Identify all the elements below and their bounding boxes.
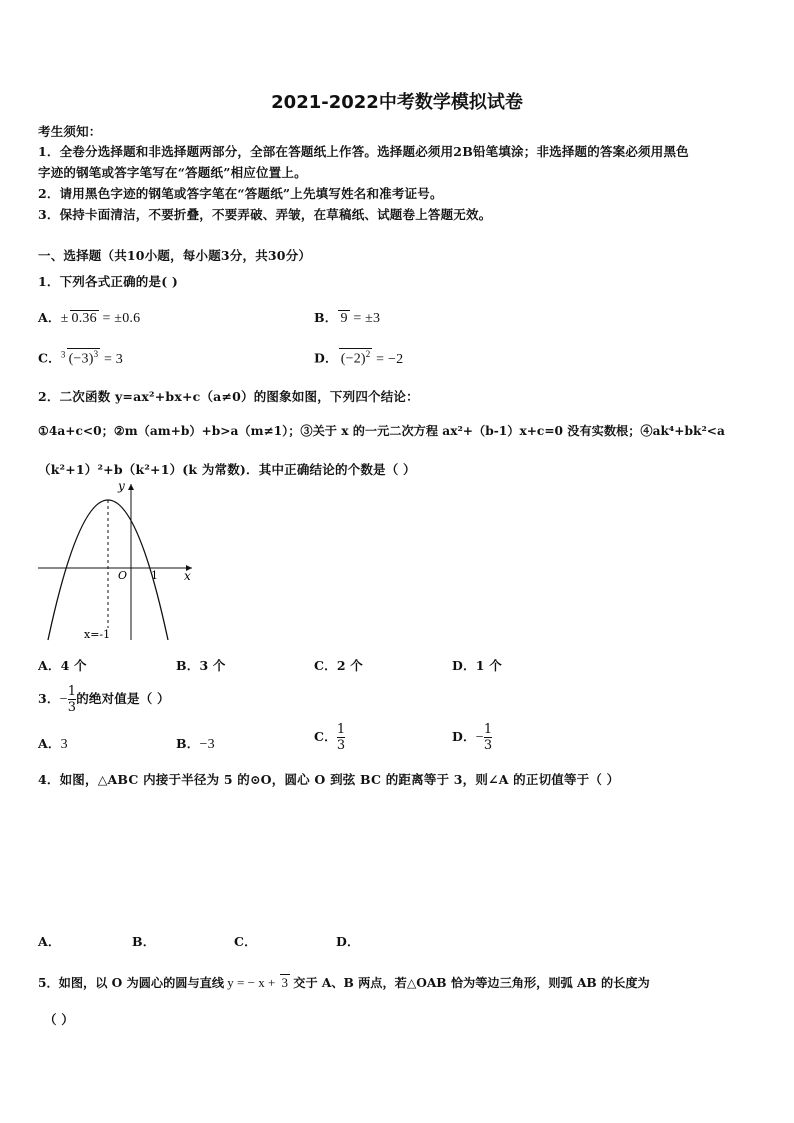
parabola-graph xyxy=(36,478,196,644)
q1-option-c: C．$^3$ $(-3)^3 = 3$ xyxy=(38,349,123,367)
notice-heading: 考生须知： xyxy=(38,124,102,139)
q3-option-a: A．3 xyxy=(38,736,68,752)
q4-option-a: A． xyxy=(38,934,61,949)
q2-stem: 2．二次函数 y=ax²+bx+c（a≠0）的图象如图，下列四个结论： xyxy=(38,389,419,404)
q4-option-c: C． xyxy=(234,934,257,949)
notice-line-1: 1．全卷分选择题和非选择题两部分，全部在答题纸上作答。选择题必须用2B铅笔填涂；非选择题的答案必须用黑色 xyxy=(38,144,689,159)
notice-line-2: 2．请用黑色字迹的钢笔或答字笔在“答题纸”上先填写姓名和准考证号。 xyxy=(38,186,443,201)
q1-option-b: B． 9 = ±3 xyxy=(314,310,381,326)
q2-option-b: B．3 个 xyxy=(176,658,226,673)
q3-stem: 3．− $\frac{1}{3}$ 的绝对值是（ ） xyxy=(38,684,170,715)
q2-option-c: C．2 个 xyxy=(314,658,363,673)
origin-label: O xyxy=(118,569,128,582)
q4-stem: 4．如图，△ABC 内接于半径为 5 的⊙O，圆心 O 到弦 BC 的距离等于 3，则∠A 的正切值等于（ ） xyxy=(38,772,620,787)
section-heading: 一、选择题（共10小题，每小题3分，共30分） xyxy=(38,248,312,263)
q2-option-d: D．1 个 xyxy=(452,658,502,673)
q5-stem: 5．如图，以 O 为圆心的圆与直线 y = − x + 3 交于 A、B 两点，若△OAB 恰为等边三角形，则弧 AB 的长度为 xyxy=(38,975,650,990)
q4-option-d: D． xyxy=(336,934,360,949)
x-axis-label: x xyxy=(184,569,191,583)
q3-option-d: D．− $\frac{1}{3}$ xyxy=(452,722,493,753)
q2-option-a: A．4 个 xyxy=(38,658,87,673)
one-label: 1 xyxy=(151,569,158,582)
q1-option-d: D． $(-2)^2 = -2$ xyxy=(314,349,404,367)
symmetry-label: x=-1 xyxy=(84,628,111,641)
q4-option-b: B． xyxy=(132,934,156,949)
q5-answer-blank: （ ） xyxy=(44,1012,74,1027)
notice-line-3: 3．保持卡面清洁，不要折叠，不要弄破、弄皱，在草稿纸、试题卷上答题无效。 xyxy=(38,207,492,222)
q3-option-c: C． $\frac{1}{3}$ xyxy=(314,722,346,753)
q1-stem: 1．下列各式正确的是( ) xyxy=(38,274,178,289)
q1-option-a: A．± 0.36 = ±0.6 xyxy=(38,310,141,326)
q3-option-b: B．−3 xyxy=(176,736,215,752)
q2-conclusions-cont: （k²+1）²+b（k²+1）(k 为常数)．其中正确结论的个数是（ ） xyxy=(38,462,416,477)
q2-conclusions: ①4a+c<0；②m（am+b）+b>a（m≠1）；③关于 x 的一元二次方程 ax²+（b-1）x+c=0 没有实数根；④ak⁴+bk²<a xyxy=(38,424,725,438)
page-title: 2021-2022中考数学模拟试卷 xyxy=(271,92,523,113)
y-axis-label: y xyxy=(118,479,125,493)
notice-line-1b: 字迹的钢笔或答字笔写在“答题纸”相应位置上。 xyxy=(38,165,307,180)
